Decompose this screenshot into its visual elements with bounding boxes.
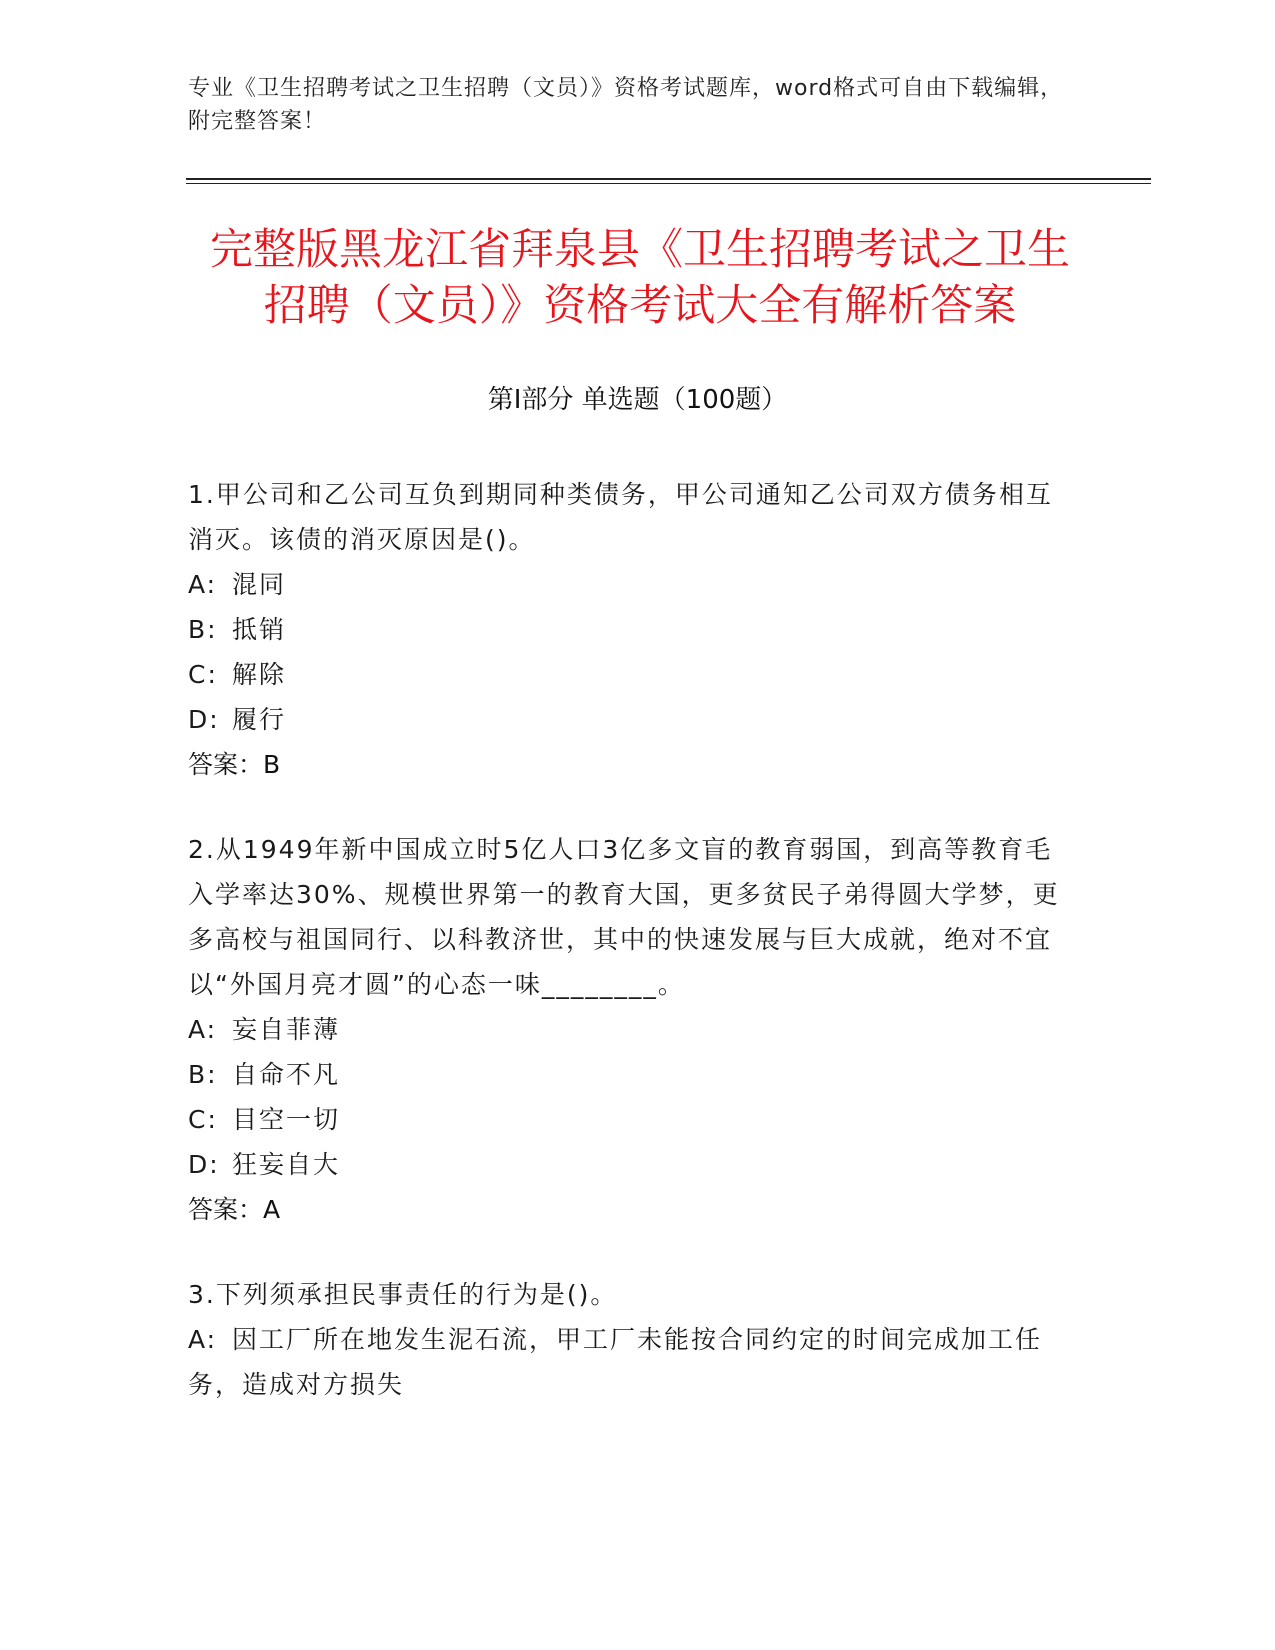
document-title: 完整版黑龙江省拜泉县《卫生招聘考试之卫生招聘（文员）》资格考试大全有解析答案 — [210, 225, 1070, 331]
section-heading: 第Ⅰ部分 单选题（100题） — [487, 385, 788, 415]
answer-line: 答案：A — [188, 1195, 281, 1224]
answer-line: 答案：B — [188, 750, 281, 779]
option-c — [188, 1097, 1078, 1142]
option-c — [188, 652, 1078, 697]
option-text: 自命不凡 — [232, 1060, 341, 1089]
option-text: 目空一切 — [232, 1105, 341, 1134]
option-a — [188, 562, 1078, 607]
question-2 — [188, 827, 1078, 1232]
header-divider-thin — [186, 183, 1151, 184]
question-list — [188, 472, 1078, 1447]
option-key: A: — [188, 1325, 218, 1354]
header-divider-thick — [186, 178, 1151, 180]
option-key: D: — [188, 1150, 220, 1179]
option-b — [188, 607, 1078, 652]
option-text: 解除 — [232, 660, 287, 689]
option-key: A: — [188, 570, 218, 599]
question-1 — [188, 472, 1078, 787]
question-3 — [188, 1272, 1078, 1407]
question-stem: 2.从1949年新中国成立时5亿人口3亿多文盲的教育弱国，到高等教育毛入学率达30%、规模世界第一的教育大国，更多贫民子弟得圆大学梦，更多高校与祖国同行、以科教济世，其中的快速发展与巨大成就，绝对不宜以“外国月亮才圆”的心态一味________。 — [188, 835, 1060, 999]
option-text: 狂妄自大 — [232, 1150, 341, 1179]
option-a — [188, 1317, 1078, 1407]
option-key: B: — [188, 615, 218, 644]
option-text: 因工厂所在地发生泥石流，甲工厂未能按合同约定的时间完成加工任务，造成对方损失 — [188, 1325, 1043, 1399]
option-d — [188, 697, 1078, 742]
question-stem: 1.甲公司和乙公司互负到期同种类债务，甲公司通知乙公司双方债务相互消灭。该债的消灭原因是()。 — [188, 480, 1053, 554]
option-text: 妄自菲薄 — [232, 1015, 341, 1044]
option-d — [188, 1142, 1078, 1187]
option-b — [188, 1052, 1078, 1097]
option-text: 抵销 — [232, 615, 287, 644]
header-note: 专业《卫生招聘考试之卫生招聘（文员）》资格考试题库，word格式可自由下载编辑，附完整答案！ — [188, 76, 1064, 134]
option-key: C: — [188, 660, 218, 689]
option-text: 履行 — [232, 705, 287, 734]
option-key: B: — [188, 1060, 218, 1089]
option-key: C: — [188, 1105, 218, 1134]
option-a — [188, 1007, 1078, 1052]
option-key: D: — [188, 705, 220, 734]
question-stem: 3.下列须承担民事责任的行为是()。 — [188, 1280, 618, 1309]
option-key: A: — [188, 1015, 218, 1044]
option-text: 混同 — [232, 570, 287, 599]
